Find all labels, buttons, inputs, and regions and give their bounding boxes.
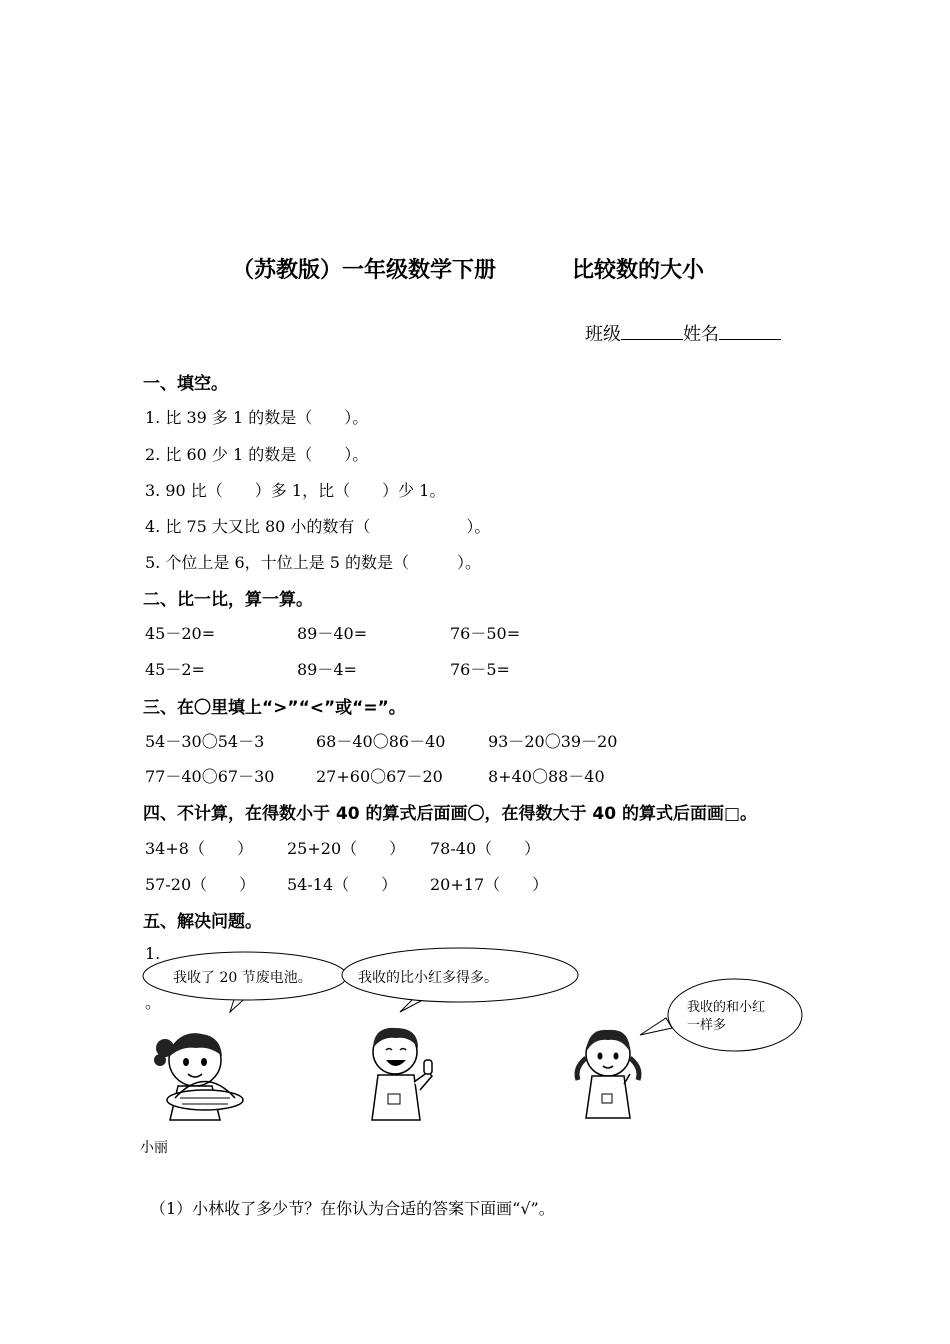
- estimate-item: 78-40（ ）: [430, 839, 541, 858]
- section1-item: 2. 比 60 少 1 的数是（ ）。: [145, 445, 369, 464]
- section1-item: 3. 90 比（ ）多 1，比（ ）少 1。: [145, 481, 446, 500]
- estimate-item: 25+20（ ）: [287, 839, 406, 858]
- estimate-item: 57-20（ ）: [145, 875, 256, 894]
- section4-heading: 四、不计算，在得数小于 40 的算式后面画〇，在得数大于 40 的算式后面画□。: [143, 804, 758, 824]
- compare-item: 77－40〇67－30: [145, 767, 275, 786]
- calc-item: 76－50=: [450, 624, 521, 643]
- class-label: 班级: [585, 324, 621, 345]
- calc-item: 76－5=: [450, 660, 510, 679]
- bubble-text: 一样多: [687, 1018, 727, 1033]
- section1-item: 4. 比 75 大又比 80 小的数有（ ）。: [145, 517, 491, 536]
- name-label: 姓名: [683, 324, 719, 345]
- compare-item: 8+40〇88－40: [488, 767, 605, 786]
- girl-name: 小丽: [140, 1140, 168, 1156]
- compare-item: 68－40〇86－40: [316, 732, 446, 751]
- calc-item: 45－2=: [145, 660, 205, 679]
- question-1: （1）小林收了多少节？在你认为合适的答案下面画“√”。: [150, 1199, 555, 1218]
- compare-item: 54－30〇54－3: [145, 732, 265, 751]
- estimate-item: 20+17（ ）: [430, 875, 549, 894]
- section2-heading: 二、比一比，算一算。: [143, 590, 313, 610]
- page-title-right: 比较数的大小: [572, 258, 705, 283]
- compare-item: 27+60〇67－20: [316, 767, 443, 786]
- calc-item: 45－20=: [145, 624, 216, 643]
- section3-heading: 三、在〇里填上“>”“<”或“=”。: [143, 698, 406, 718]
- section1-item: 5. 个位上是 6，十位上是 5 的数是（ ）。: [145, 553, 481, 572]
- section1-heading: 一、填空。: [143, 374, 228, 394]
- bubble-text: 我收了 20 节废电池。: [173, 970, 312, 986]
- calc-item: 89－4=: [297, 660, 357, 679]
- section5-heading: 五、解决问题。: [143, 912, 262, 932]
- bubble-text: 我收的和小红: [687, 1000, 766, 1015]
- bubble-text: 我收的比小红多得多。: [358, 970, 498, 986]
- problem-number: 1.: [145, 944, 161, 963]
- stray-dot: 。: [145, 993, 162, 1012]
- calc-item: 89－40=: [297, 624, 368, 643]
- boy-thumbs-up-illustration: [360, 1020, 450, 1125]
- compare-item: 93－20〇39－20: [488, 732, 618, 751]
- page-title-left: （苏教版）一年级数学下册: [232, 258, 497, 283]
- girl-pigtails-illustration: [568, 1018, 648, 1123]
- section1-item: 1. 比 39 多 1 的数是（ ）。: [145, 408, 369, 427]
- estimate-item: 34+8（ ）: [145, 839, 253, 858]
- estimate-item: 54-14（ ）: [287, 875, 398, 894]
- girl-with-basket-illustration: [140, 1020, 260, 1125]
